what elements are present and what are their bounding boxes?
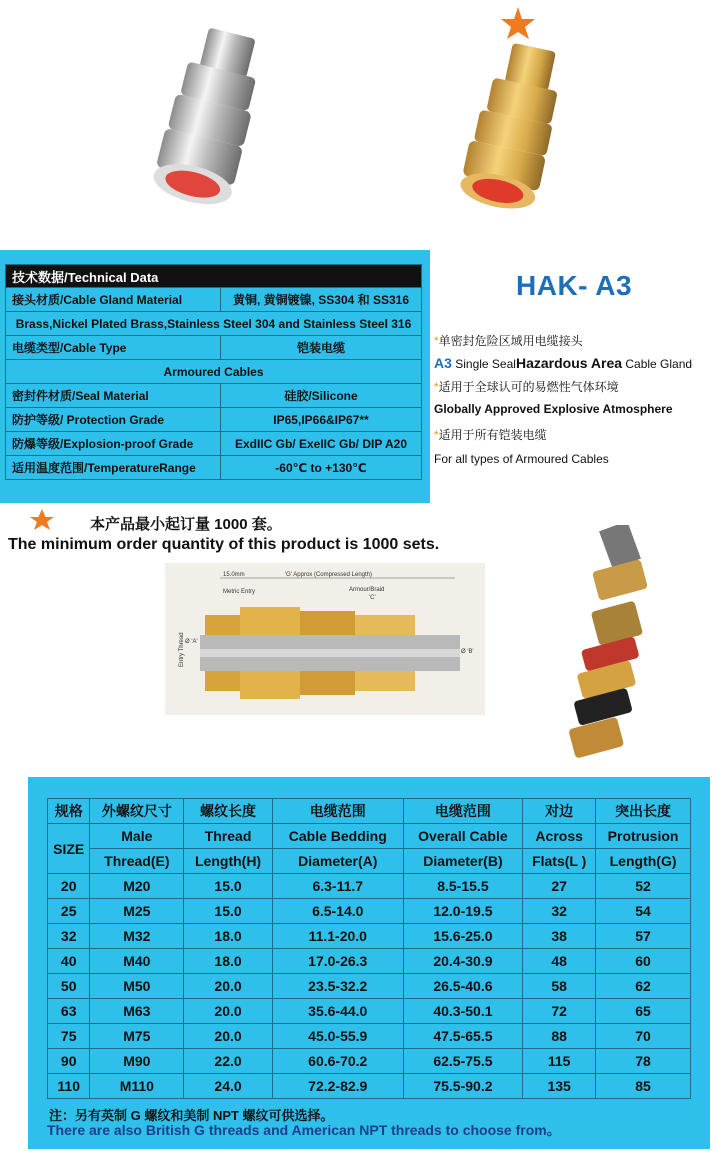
header-en: Across <box>523 824 596 849</box>
table-row <box>48 1024 691 1049</box>
bullet-cn-2: *适用于全球认可的易燃性气体环境 <box>434 380 619 394</box>
tech-label: 防爆等级/Explosion-proof Grade <box>6 432 221 456</box>
tech-value: 硅胶/Silicone <box>221 384 422 408</box>
tech-header: 技术数据/Technical Data <box>6 265 422 288</box>
table-cell: 25 <box>48 899 90 924</box>
table-cell: 17.0-26.3 <box>272 949 403 974</box>
svg-text:Entry Thread: Entry Thread <box>179 632 185 667</box>
tech-value: -60℃ to +130℃ <box>221 456 422 480</box>
svg-text:15.0mm: 15.0mm <box>223 572 245 578</box>
table-cell: 40 <box>48 949 90 974</box>
header-en: Length(G) <box>596 849 691 874</box>
table-cell: 27 <box>523 874 596 899</box>
table-row <box>48 999 691 1024</box>
brass-cable-gland-image <box>450 4 570 224</box>
table-cell: 6.3-11.7 <box>272 874 403 899</box>
table-cell: 135 <box>523 1074 596 1099</box>
table-cell: 48 <box>523 949 596 974</box>
chrome-cable-gland-image <box>148 28 268 218</box>
table-row <box>48 1049 691 1074</box>
table-cell: 72 <box>523 999 596 1024</box>
table-cell: M110 <box>90 1074 184 1099</box>
table-cell: 72.2-82.9 <box>272 1074 403 1099</box>
technical-data-table <box>5 264 422 480</box>
table-cell: M75 <box>90 1024 184 1049</box>
table-row <box>48 874 691 899</box>
table-cell: 60.6-70.2 <box>272 1049 403 1074</box>
table-cell: 8.5-15.5 <box>403 874 523 899</box>
table-cell: M20 <box>90 874 184 899</box>
bullet-en-2: Globally Approved Explosive Atmosphere <box>434 402 673 416</box>
moq-chinese: 本产品最小起订量 1000 套。 <box>90 516 282 533</box>
header-cn: 突出长度 <box>596 799 691 824</box>
svg-text:Ø 'B': Ø 'B' <box>461 649 474 655</box>
table-cell: 20.0 <box>184 999 273 1024</box>
table-cell: 35.6-44.0 <box>272 999 403 1024</box>
table-cell: 20.0 <box>184 1024 273 1049</box>
table-cell: 115 <box>523 1049 596 1074</box>
table-row <box>48 974 691 999</box>
header-en: Diameter(B) <box>403 849 523 874</box>
table-cell: 70 <box>596 1024 691 1049</box>
header-cn: 电缆范围 <box>272 799 403 824</box>
svg-text:Ø 'A': Ø 'A' <box>185 639 198 645</box>
specification-panel <box>28 777 710 1149</box>
header-cn: 外螺纹尺寸 <box>90 799 184 824</box>
svg-text:'C': 'C' <box>369 595 376 601</box>
table-cell: 62.5-75.5 <box>403 1049 523 1074</box>
note-chinese: 注：另有英制 G 螺纹和美制 NPT 螺纹可供选择。 <box>49 1108 334 1123</box>
table-cell: 18.0 <box>184 949 273 974</box>
tech-label: 防护等级/ Protection Grade <box>6 408 221 432</box>
bullet-star-icon: * <box>434 334 439 348</box>
header-en: Thread <box>184 824 273 849</box>
table-cell: 32 <box>523 899 596 924</box>
table-row <box>48 1074 691 1099</box>
table-cell: 75 <box>48 1024 90 1049</box>
bullet-cn-3: *适用于所有铠装电缆 <box>434 428 547 442</box>
table-cell: M63 <box>90 999 184 1024</box>
header-en: Protrusion <box>596 824 691 849</box>
header-en: Thread(E) <box>90 849 184 874</box>
tech-value: 黄铜, 黄铜镀镍, SS304 和 SS316 <box>221 288 422 312</box>
table-cell: 24.0 <box>184 1074 273 1099</box>
svg-text:Armour/Braid: Armour/Braid <box>349 587 385 593</box>
table-cell: 62 <box>596 974 691 999</box>
table-cell: 12.0-19.5 <box>403 899 523 924</box>
table-cell: 23.5-32.2 <box>272 974 403 999</box>
bullet-en-3: For all types of Armoured Cables <box>434 452 609 466</box>
table-cell: 50 <box>48 974 90 999</box>
tech-value: ExdIIC Gb/ ExeIIC Gb/ DIP A20 <box>221 432 422 456</box>
header-cn: 电缆范围 <box>403 799 523 824</box>
header-cn: 螺纹长度 <box>184 799 273 824</box>
note-english: There are also British G threads and American NPT threads to choose from。 <box>47 1122 561 1138</box>
table-cell: 110 <box>48 1074 90 1099</box>
tech-label: 适用温度范围/TemperatureRange <box>6 456 221 480</box>
table-cell: 85 <box>596 1074 691 1099</box>
table-cell: 22.0 <box>184 1049 273 1074</box>
bullet-en-1: A3 Single SealHazardous Area Cable Gland <box>434 355 693 371</box>
tech-full-row: Armoured Cables <box>6 360 422 384</box>
star-icon <box>27 509 57 531</box>
table-cell: 6.5-14.0 <box>272 899 403 924</box>
table-cell: 60 <box>596 949 691 974</box>
star-icon <box>501 7 535 39</box>
table-cell: 26.5-40.6 <box>403 974 523 999</box>
table-cell: M40 <box>90 949 184 974</box>
bullet-cn-1: *单密封危险区域用电缆接头 <box>434 334 583 348</box>
svg-text:Metric Entry: Metric Entry <box>223 589 256 595</box>
table-cell: 45.0-55.9 <box>272 1024 403 1049</box>
moq-english: The minimum order quantity of this product is 1000 sets. <box>8 536 440 553</box>
header-size: SIZE <box>48 824 90 874</box>
table-cell: 20.0 <box>184 974 273 999</box>
table-cell: 11.1-20.0 <box>272 924 403 949</box>
table-cell: 20 <box>48 874 90 899</box>
table-cell: 52 <box>596 874 691 899</box>
table-cell: 15.6-25.0 <box>403 924 523 949</box>
header-en: Overall Cable <box>403 824 523 849</box>
tech-label: 密封件材质/Seal Material <box>6 384 221 408</box>
header-cn: 对边 <box>523 799 596 824</box>
table-cell: 40.3-50.1 <box>403 999 523 1024</box>
header-en: Flats(L ) <box>523 849 596 874</box>
table-cell: 32 <box>48 924 90 949</box>
table-row <box>48 949 691 974</box>
table-cell: 58 <box>523 974 596 999</box>
header-cn: 规格 <box>48 799 90 824</box>
gland-cross-section-diagram <box>165 563 485 715</box>
table-cell: 15.0 <box>184 899 273 924</box>
table-cell: 18.0 <box>184 924 273 949</box>
tech-label: 电缆类型/Cable Type <box>6 336 221 360</box>
tech-label: 接头材质/Cable Gland Material <box>6 288 221 312</box>
exploded-gland-image <box>565 525 685 765</box>
table-cell: 63 <box>48 999 90 1024</box>
table-cell: M50 <box>90 974 184 999</box>
table-cell: 54 <box>596 899 691 924</box>
header-en: Male <box>90 824 184 849</box>
table-cell: 75.5-90.2 <box>403 1074 523 1099</box>
table-cell: 38 <box>523 924 596 949</box>
svg-text:'G' Approx (Compressed Length): 'G' Approx (Compressed Length) <box>285 572 372 578</box>
table-row <box>48 924 691 949</box>
tech-full-row: Brass,Nickel Plated Brass,Stainless Steel 304 and Stainless Steel 316 <box>6 312 422 336</box>
table-cell: 65 <box>596 999 691 1024</box>
tech-value: IP65,IP66&IP67** <box>221 408 422 432</box>
table-cell: 57 <box>596 924 691 949</box>
tech-value: 铠装电缆 <box>221 336 422 360</box>
table-cell: M90 <box>90 1049 184 1074</box>
header-en: Cable Bedding <box>272 824 403 849</box>
header-en: Diameter(A) <box>272 849 403 874</box>
table-cell: 20.4-30.9 <box>403 949 523 974</box>
model-title: HAK- A3 <box>516 270 633 301</box>
bullet-star-icon: * <box>434 428 439 442</box>
table-cell: 88 <box>523 1024 596 1049</box>
specification-table <box>47 798 691 1099</box>
table-cell: 90 <box>48 1049 90 1074</box>
table-cell: 15.0 <box>184 874 273 899</box>
table-cell: M32 <box>90 924 184 949</box>
bullet-star-icon: * <box>434 380 439 394</box>
table-row <box>48 899 691 924</box>
table-cell: 47.5-65.5 <box>403 1024 523 1049</box>
table-cell: M25 <box>90 899 184 924</box>
technical-data-panel <box>0 250 430 503</box>
header-en: Length(H) <box>184 849 273 874</box>
table-cell: 78 <box>596 1049 691 1074</box>
